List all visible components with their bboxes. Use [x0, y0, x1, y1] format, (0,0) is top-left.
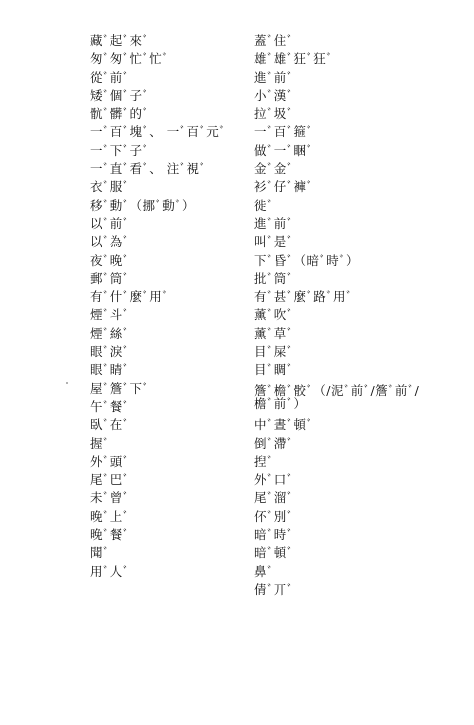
word-entry: 鼻ﾞ	[254, 563, 274, 579]
scan-speck	[66, 382, 68, 384]
word-entry-multiline	[254, 380, 454, 417]
word-entry: 薰ﾞ吹ﾞ	[254, 307, 294, 323]
word-entry: 衣ﾞ服ﾞ	[90, 179, 130, 195]
word-entry: 外ﾞ頭ﾞ	[90, 453, 130, 469]
word-entry: 臥ﾞ在ﾞ	[90, 417, 130, 433]
word-entry: 骯ﾞ髒ﾞ的ﾞ	[90, 106, 150, 122]
word-entry: 握ﾞ	[90, 435, 110, 451]
word-entry: 用ﾞ人ﾞ	[90, 563, 130, 579]
word-entry: 目ﾞ睭ﾞ	[254, 362, 294, 378]
word-entry: 衫ﾞ仔ﾞ褲ﾞ	[254, 179, 314, 195]
word-entry: 金ﾞ金ﾞ	[254, 161, 294, 177]
mandarin-word-column	[90, 32, 240, 581]
word-entry: 拉ﾞ圾ﾞ	[254, 106, 294, 122]
word-entry: 一ﾞ直ﾞ看ﾞ、 注ﾞ視ﾞ	[90, 161, 207, 177]
word-entry: 進ﾞ前ﾞ	[254, 69, 294, 85]
word-entry: 一ﾞ百ﾞ箍ﾞ	[254, 124, 314, 140]
word-entry: 一ﾞ下ﾞ子ﾞ	[90, 142, 150, 158]
word-entry: 揑ﾞ	[254, 453, 274, 469]
word-entry: 進ﾞ前ﾞ	[254, 215, 294, 231]
word-entry: 未ﾞ曾ﾞ	[90, 490, 130, 506]
word-entry: 批ﾞ筒ﾞ	[254, 270, 294, 286]
word-entry: 藏ﾞ起ﾞ來ﾞ	[90, 33, 150, 48]
word-entry: 薰ﾞ草ﾞ	[254, 325, 294, 341]
word-entry: 眼ﾞ睛ﾞ	[90, 362, 130, 378]
word-entry: 尾ﾞ溜ﾞ	[254, 490, 294, 506]
word-entry: 郵ﾞ筒ﾞ	[90, 270, 130, 286]
word-entry: 以ﾞ前ﾞ	[90, 215, 130, 231]
word-entry: 煙ﾞ斗ﾞ	[90, 307, 130, 323]
word-entry: 一ﾞ百ﾞ塊ﾞ、 一ﾞ百ﾞ元ﾞ	[90, 124, 226, 140]
word-entry: 從ﾞ前ﾞ	[90, 69, 130, 85]
word-entry: 屋ﾞ簷ﾞ下ﾞ	[90, 380, 150, 396]
word-entry: 叫ﾞ是ﾞ	[254, 234, 294, 250]
word-entry: 午ﾞ餐ﾞ	[90, 398, 130, 414]
word-entry: 煙ﾞ絲ﾞ	[90, 325, 130, 341]
word-entry: 矮ﾞ個ﾞ子ﾞ	[90, 87, 150, 103]
word-entry: 夜ﾞ晚ﾞ	[90, 252, 130, 268]
word-entry: 匆ﾞ匆ﾞ忙ﾞ忙ﾞ	[90, 51, 170, 67]
word-entry-line: 簷ﾞ檐ﾞ骹ﾞ（/泥ﾞ前ﾞ/簷ﾞ前ﾞ/	[254, 382, 420, 398]
word-entry: 小ﾞ漢ﾞ	[254, 87, 294, 103]
word-entry: 暗ﾞ時ﾞ	[254, 527, 294, 543]
word-entry: 倩ﾞ丌ﾞ	[254, 581, 294, 597]
word-entry: 雄ﾞ雄ﾞ狂ﾞ狂ﾞ	[254, 51, 334, 67]
word-entry: 有ﾞ甚ﾞ麼ﾞ路ﾞ用ﾞ	[254, 289, 353, 305]
word-entry: 以ﾞ為ﾞ	[90, 234, 130, 250]
word-entry: 晚ﾞ上ﾞ	[90, 508, 130, 524]
word-entry: 移ﾞ動ﾞ（挪ﾞ動ﾞ）	[90, 197, 196, 213]
word-entry: 徙ﾞ	[254, 197, 274, 213]
word-entry: 中ﾞ晝ﾞ頓ﾞ	[254, 417, 314, 433]
word-entry: 蓋ﾞ住ﾞ	[254, 33, 294, 48]
word-entry: 倒ﾞ滯ﾞ	[254, 435, 294, 451]
word-entry: 晚ﾞ餐ﾞ	[90, 527, 130, 543]
word-entry: 伓ﾞ別ﾞ	[254, 508, 294, 524]
word-entry: 做ﾞ一ﾞ睏ﾞ	[254, 142, 314, 158]
word-entry: 目ﾞ屎ﾞ	[254, 344, 294, 360]
word-entry: 眼ﾞ淚ﾞ	[90, 344, 130, 360]
word-entry-line: 檐ﾞ前ﾞ）	[254, 395, 307, 411]
taiwanese-word-column	[254, 32, 454, 599]
word-entry: 外ﾞ口ﾞ	[254, 472, 294, 488]
word-entry: 暗ﾞ頓ﾞ	[254, 545, 294, 561]
word-entry: 尾ﾞ巴ﾞ	[90, 472, 130, 488]
word-entry: 下ﾞ昏ﾞ（暗ﾞ時ﾞ）	[254, 252, 360, 268]
word-entry: 有ﾞ什ﾞ麼ﾞ用ﾞ	[90, 289, 170, 305]
word-entry: 聞ﾞ	[90, 545, 110, 561]
